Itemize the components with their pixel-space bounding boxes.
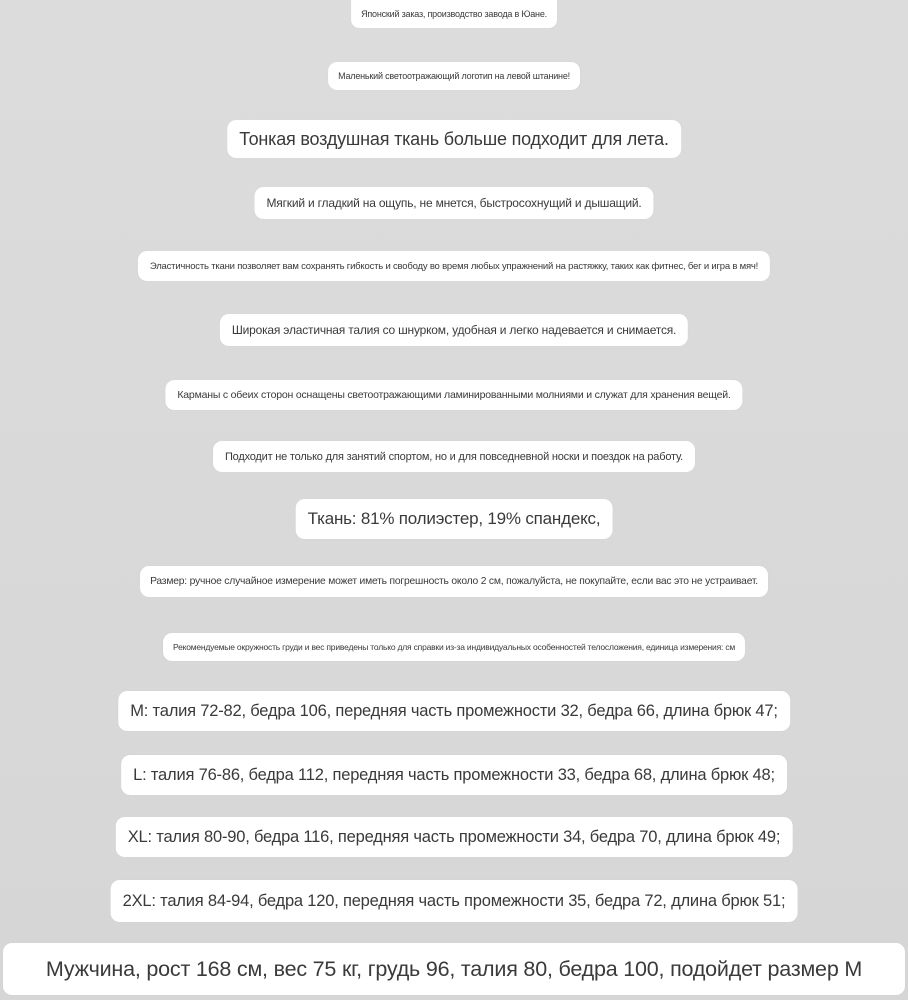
text-line-pockets: Карманы с обеих сторон оснащены светоотражающими ламинированными молниями и служат для хранения вещей. <box>165 380 742 410</box>
size-row-2xl: 2XL: талия 84-94, бедра 120, передняя часть промежности 35, бедра 72, длина брюк 51; <box>111 880 798 922</box>
text-line-logo: Маленький светоотражающий логотип на левой штанине! <box>328 62 580 90</box>
model-fit-note: Мужчина, рост 168 см, вес 75 кг, грудь 96, талия 80, бедра 100, подойдет размер M <box>3 943 905 995</box>
text-line-measurement-note: Размер: ручное случайное измерение может иметь погрешность около 2 см, пожалуйста, не покупайте, если вас это не устраивает. <box>140 566 768 597</box>
text-line-fabric-summer: Тонкая воздушная ткань больше подходит для лета. <box>227 120 681 158</box>
text-line-soft-touch: Мягкий и гладкий на ощупь, не мнется, быстросохнущий и дышащий. <box>255 187 654 219</box>
size-row-xl: XL: талия 80-90, бедра 116, передняя часть промежности 34, бедра 70, длина брюк 49; <box>116 817 793 857</box>
size-row-m: M: талия 72-82, бедра 106, передняя часть промежности 32, бедра 66, длина брюк 47; <box>118 691 790 731</box>
text-line-waist: Широкая эластичная талия со шнурком, удобная и легко надевается и снимается. <box>220 314 688 346</box>
text-line-elasticity: Эластичность ткани позволяет вам сохранять гибкость и свободу во время любых упражнений на растяжку, таких как фитнес, бег и игра в мяч! <box>138 251 770 281</box>
text-line-everyday: Подходит не только для занятий спортом, но и для повседневной носки и поездок на работу. <box>213 441 695 472</box>
text-line-origin: Японский заказ, производство завода в Юане. <box>351 0 557 28</box>
size-row-l: L: талия 76-86, бедра 112, передняя часть промежности 33, бедра 68, длина брюк 48; <box>121 755 787 795</box>
text-line-recommendation: Рекомендуемые окружность груди и вес приведены только для справки из-за индивидуальных особенностей телосложения, единица измерения: см <box>163 633 745 661</box>
text-line-fabric-composition: Ткань: 81% полиэстер, 19% спандекс, <box>296 499 613 539</box>
